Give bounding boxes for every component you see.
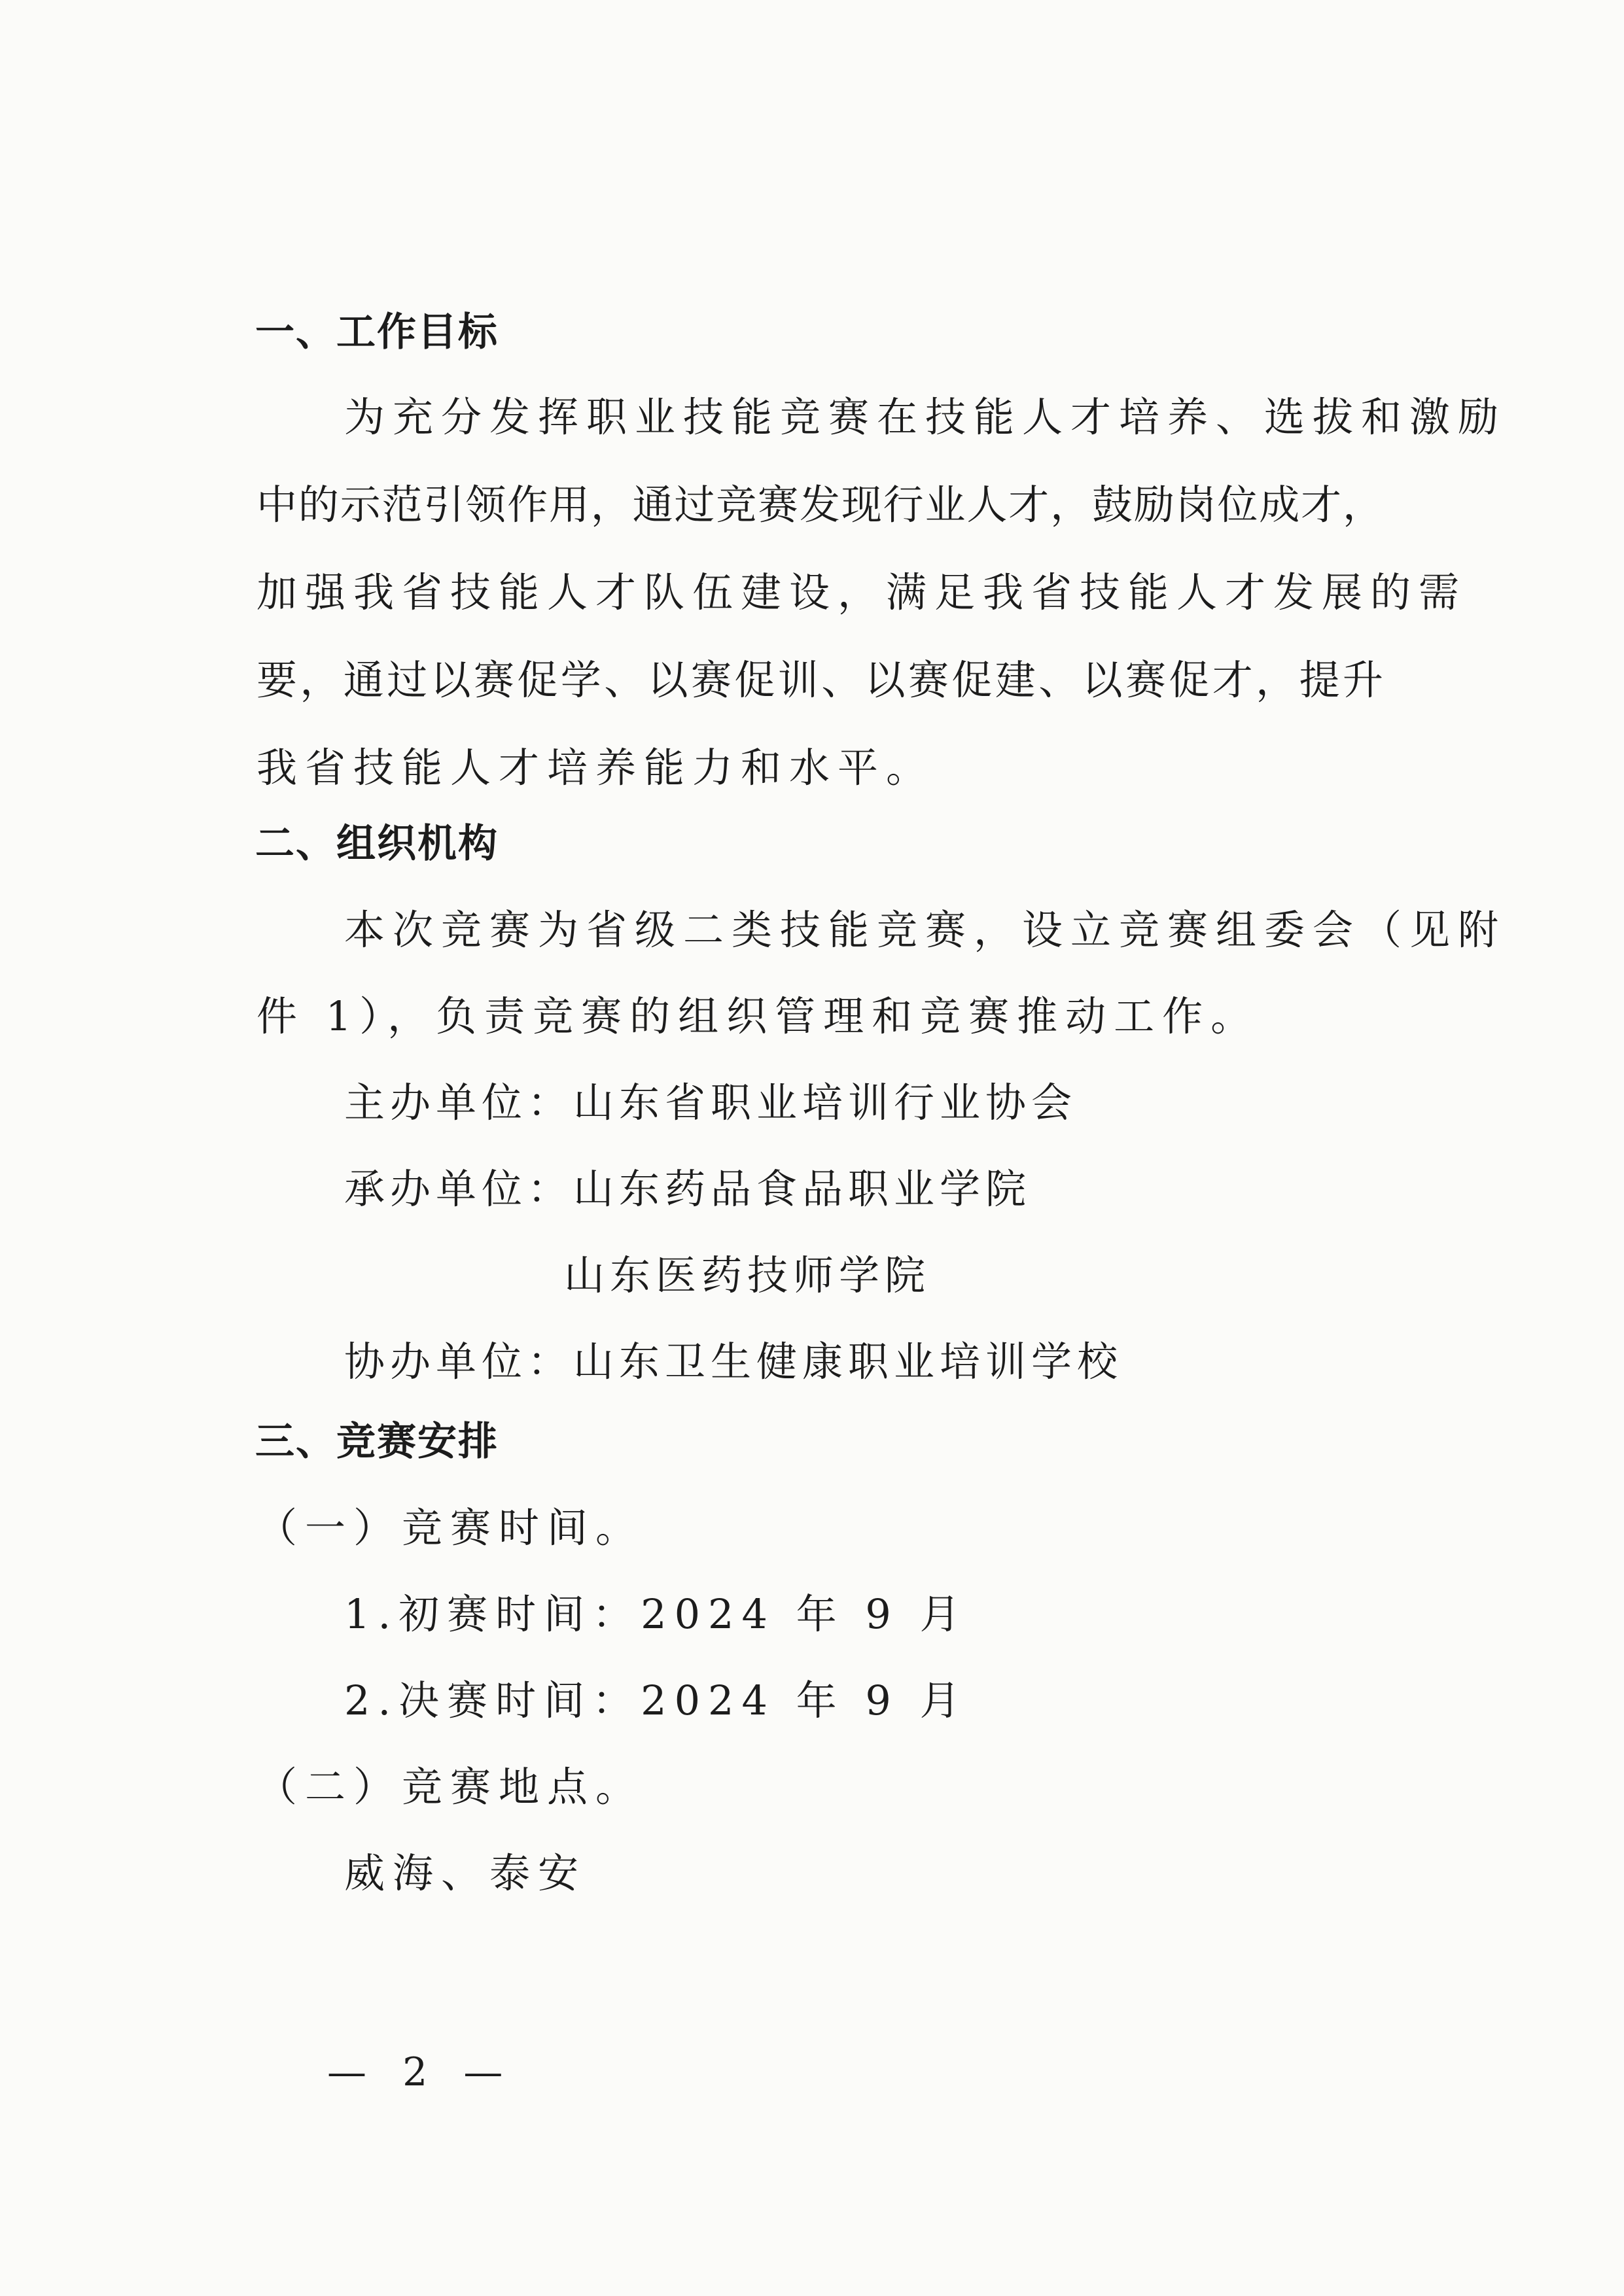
undertaking-organizer-1: 承办单位：山东药品食品职业学院 <box>344 1165 1032 1213</box>
final-time: 2.决赛时间：2024 年 9 月 <box>344 1677 968 1724</box>
co-organizer: 协办单位：山东卫生健康职业培训学校 <box>344 1338 1123 1385</box>
section-1-para-line-1: 为充分发挥职业技能竞赛在技能人才培养、选拔和激励 <box>344 393 1507 441</box>
section-3-heading: 三、竞赛安排 <box>255 1419 499 1465</box>
host-organizer: 主办单位：山东省职业培训行业协会 <box>344 1079 1078 1126</box>
section-1-para-line-4: 要，通过以赛促学、以赛促训、以赛促建、以赛促才，提升 <box>256 656 1383 704</box>
section-2-para-line-2: 件 1），负责竞赛的组织管理和竞赛推动工作。 <box>256 992 1260 1040</box>
competition-venue-title: （二）竞赛地点。 <box>256 1763 644 1811</box>
section-1-para-line-2: 中的示范引领作用，通过竞赛发现行业人才，鼓励岗位成才， <box>256 481 1383 529</box>
preliminary-time: 1.初赛时间：2024 年 9 月 <box>344 1590 968 1638</box>
page-number: — 2 — <box>327 2049 515 2095</box>
competition-venue: 威海、泰安 <box>344 1849 587 1897</box>
section-1-para-line-5: 我省技能人才培养能力和水平。 <box>256 744 935 791</box>
section-2-para-line-1: 本次竞赛为省级二类技能竞赛，设立竞赛组委会（见附 <box>344 906 1507 954</box>
undertaking-organizer-2: 山东医药技师学院 <box>564 1251 931 1299</box>
section-1-heading: 一、工作目标 <box>255 309 499 355</box>
section-2-heading: 二、组织机构 <box>255 821 499 867</box>
competition-time-title: （一）竞赛时间。 <box>256 1504 644 1552</box>
section-1-para-line-3: 加强我省技能人才队伍建设，满足我省技能人才发展的需 <box>256 568 1468 616</box>
